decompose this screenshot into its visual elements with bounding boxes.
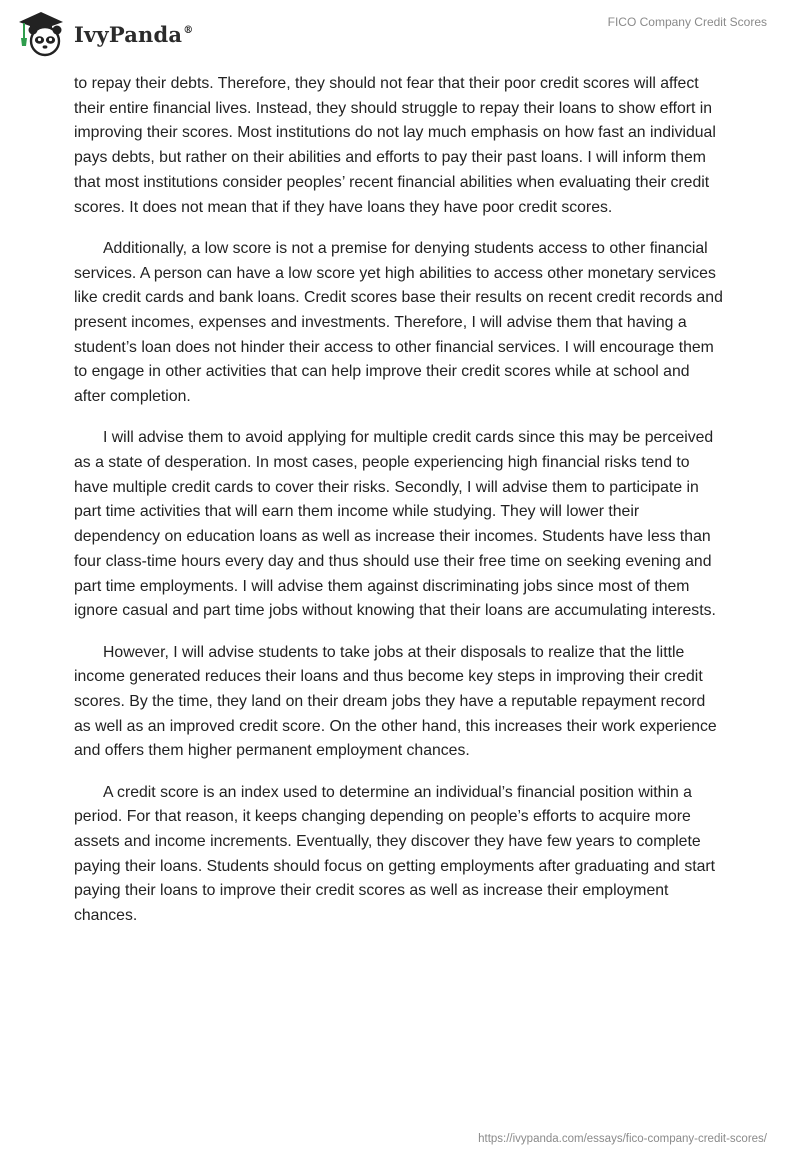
brand-name: IvyPanda® [74,21,194,47]
paragraph: I will advise them to avoid applying for multiple credit cards since this may be perceived as a state of desperation. In most cases, people experiencing high financial risks tend to have multiple credit cards to cover their risks. Secondly, I will advise them to participate in part time activities that will earn them income while studying. They will lower their dependency on education loans as well as increase their incomes. Students have less than four class-time hours every day and thus should use their free time on seeking evening and part time employments. I will advise them against discriminating jobs since most of them ignore casual and part time jobs without knowing that their loans are accumulating interests. [74,429,716,620]
paragraph: A credit score is an index used to determine an individual’s financial position within a period. For that reason, it keeps changing depending on people’s efforts to acquire more assets and income increments. Eventually, they discover they have few years to complete paying their loans. Students should focus on getting employments after graduating and start paying their loans to improve their credit scores as well as increase their employment chances. [74,783,716,925]
registered-mark: ® [183,24,194,36]
ivypanda-logo[interactable] [14,8,193,58]
essay-body [74,72,724,945]
paragraph: However, I will advise students to take jobs at their disposals to realize that the little income generated reduces their loans and thus become key steps in improving their credit scores. By the time, they land on their dream jobs they have a reputable repayment record as well as an improved credit score. On the other hand, this increases their work experience and offers them higher permanent employment chances. [74,643,717,760]
page-header [0,0,800,70]
source-url-link[interactable]: https://ivypanda.com/essays/fico-company-credit-scores/ [478,1133,767,1145]
paragraph: to repay their debts. Therefore, they should not fear that their poor credit scores will affect their entire financial lives. Instead, they should struggle to repay their loans to show effort in improving their scores. Most institutions do not lay much emphasis on how fast an individual pays debts, but rather on their abilities and efforts to pay their past loans. I will inform them that most institutions consider peoples’ recent financial abilities when evaluating their credit scores. It does not mean that if they have loans they have poor credit scores. [74,75,716,216]
paragraph: Additionally, a low score is not a premise for denying students access to other financial services. A person can have a low score yet high abilities to access other monetary services like credit cards and bank loans. Credit scores base their results on recent credit records and present incomes, expenses and investments. Therefore, I will advise them that having a student’s loan does not hinder their access to other financial services. I will encourage them to engage in other activities that can help improve their credit scores while at school and after completion. [74,239,723,406]
document-title: FICO Company Credit Scores [607,15,767,29]
panda-graduate-icon [14,8,68,58]
